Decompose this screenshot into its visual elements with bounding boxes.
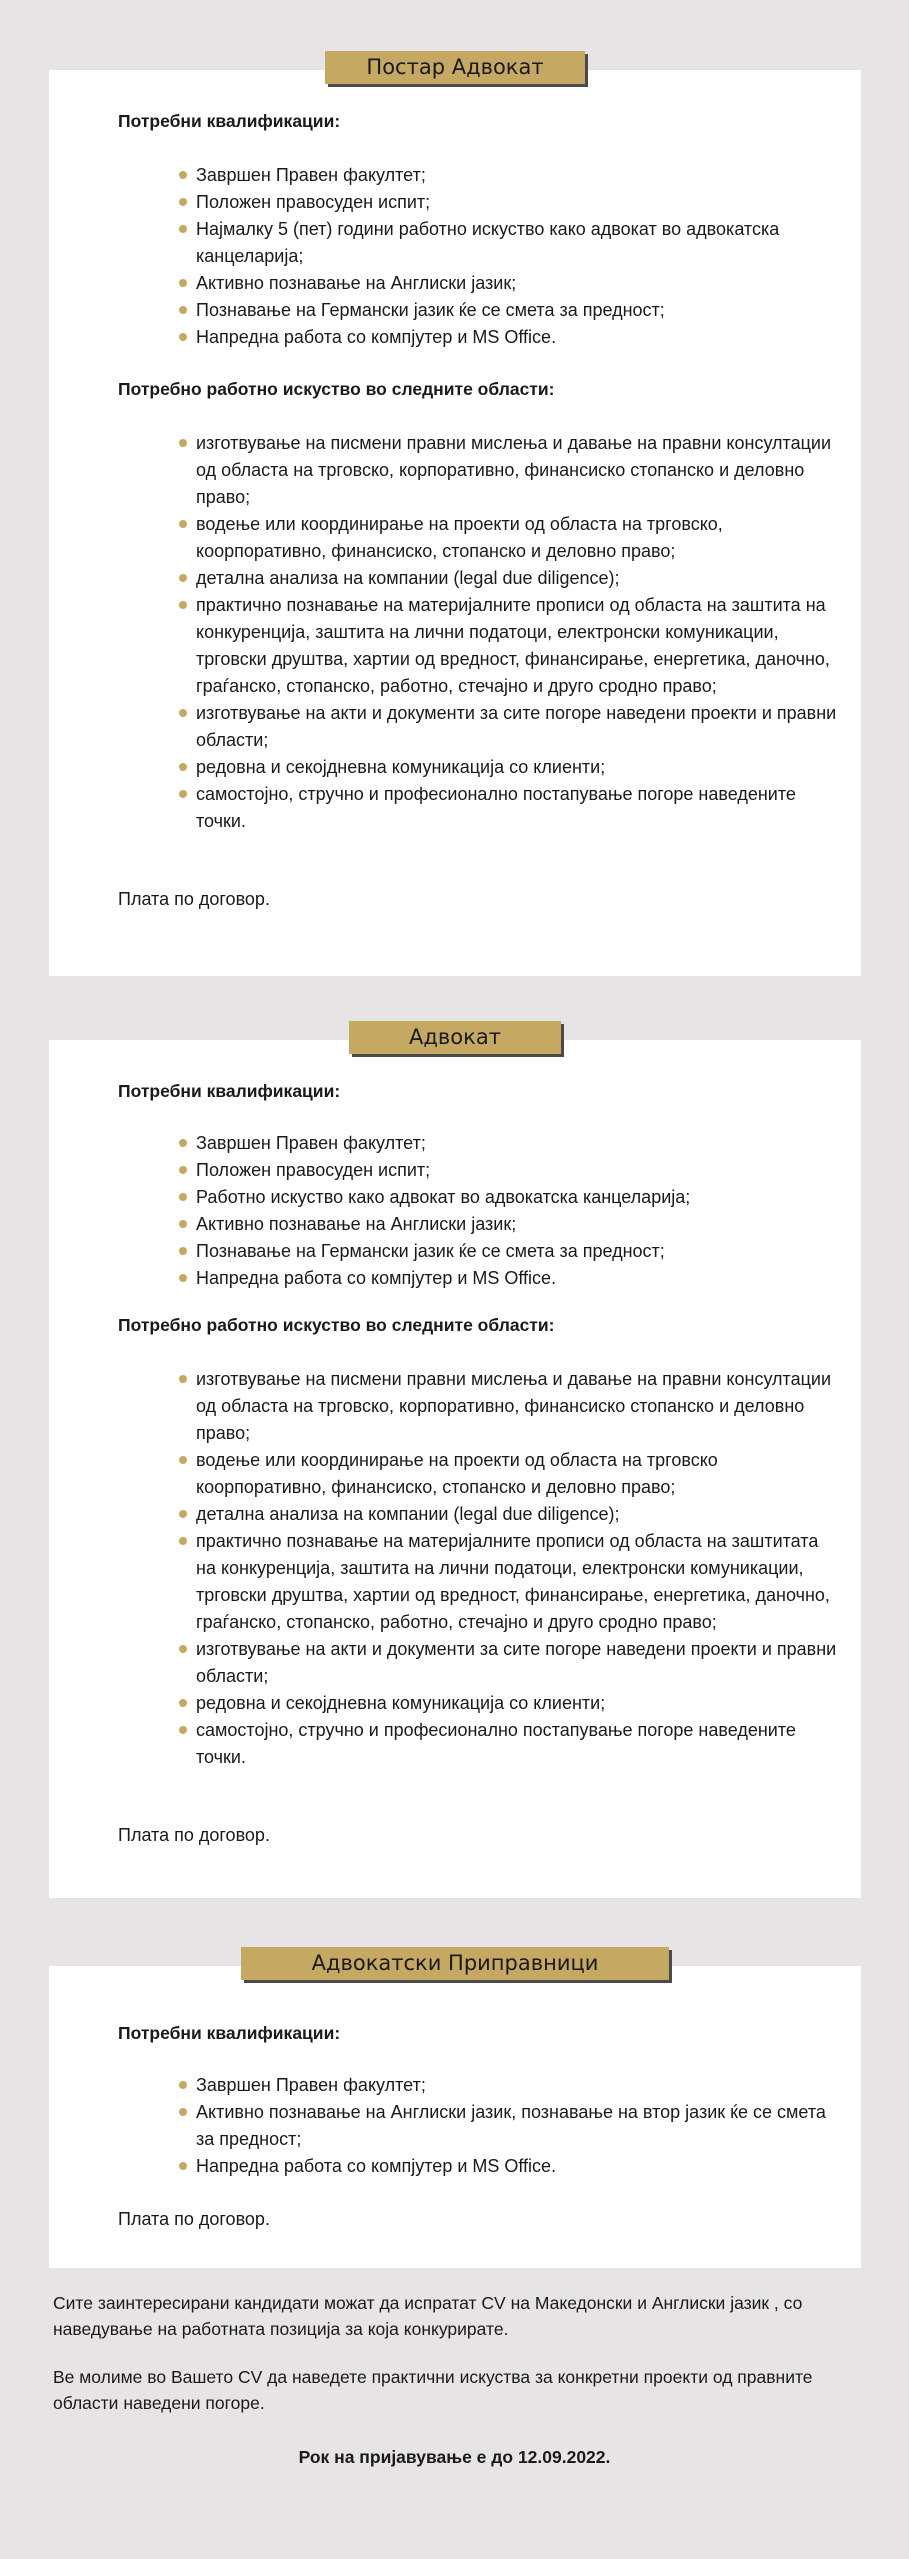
- list-item: Завршен Правен факултет;: [196, 1130, 839, 1157]
- list-item: Напредна работа со компјутер и MS Office.: [196, 2153, 839, 2180]
- salary-text: Плата по договор.: [118, 1825, 270, 1845]
- job-card-lawyer: [49, 1025, 861, 1898]
- list-item: Завршен Правен факултет;: [196, 2072, 839, 2099]
- qualifications-list: [118, 1130, 839, 1292]
- list-item: Напредна работа со компјутер и MS Office.: [196, 324, 839, 351]
- list-item: Активно познавање на Англиски јазик;: [196, 1211, 839, 1238]
- job-title-tab: Адвокатски Приправници: [241, 1947, 669, 1980]
- list-item: практично познавање на материјалните прописи од областа на заштита на конкуренција, заштита на лични податоци, електронски комуникации, трговски друштва, хартии од вредност, финансирање, енергетика, даночно, граѓанско, стопанско, работно, стечајно и друго сродно право;: [196, 592, 839, 700]
- qualifications-heading: Потребни квалификации:: [118, 111, 341, 131]
- application-instructions: Сите заинтересирани кандидати можат да испратат CV на Македонски и Англиски јазик , со наведување на работната позиција за која конкурирате.: [53, 2293, 803, 2339]
- list-item: Активно познавање на Англиски јазик, познавање на втор јазик ќе се смета за предност;: [196, 2099, 839, 2153]
- list-item: Најмалку 5 (пет) години работно искуство како адвокат во адвокатска канцеларија;: [196, 216, 839, 270]
- list-item: Завршен Правен факултет;: [196, 162, 839, 189]
- salary-text: Плата по договор.: [118, 889, 270, 909]
- list-item: Положен правосуден испит;: [196, 189, 839, 216]
- list-item: водење или координирање на проекти од областа на трговско коорпоративно, финансиско, стопанско и деловно право;: [196, 1447, 839, 1501]
- list-item: водење или координирање на проекти од областа на трговско, коорпоративно, финансиско, стопанско и деловно право;: [196, 511, 839, 565]
- list-item: детална анализа на компании (legal due diligence);: [196, 565, 839, 592]
- qualifications-list: [118, 2072, 839, 2180]
- cv-instructions: Ве молиме во Вашето CV да наведете практични искуства за конкретни проекти од правните области наведени погоре.: [53, 2367, 813, 2413]
- list-item: изготвување на писмени правни мислења и давање на правни консултации од областа на трговско, корпоративно, финансиско стопанско и деловно право;: [196, 1366, 839, 1447]
- list-item: изготвување на акти и документи за сите погоре наведени проекти и правни области;: [196, 700, 839, 754]
- qualifications-list: [118, 162, 839, 351]
- list-item: изготвување на писмени правни мислења и давање на правни консултации од областа на трговско, корпоративно, финансиско стопанско и деловно право;: [196, 430, 839, 511]
- experience-heading: Потребно работно искуство во следните области:: [118, 1315, 555, 1335]
- list-item: практично познавање на материјалните прописи од областа на заштитата на конкуренција, заштита на лични податоци, електронски комуникации, трговски друштва, хартии од вредност, финансирање, енергетика, даночно, граѓанско, стопанско, работно, стечајно и друго сродно право;: [196, 1528, 839, 1636]
- job-title-tab: Постар Адвокат: [325, 51, 585, 84]
- list-item: детална анализа на компании (legal due diligence);: [196, 1501, 839, 1528]
- list-item: Активно познавање на Англиски јазик;: [196, 270, 839, 297]
- list-item: самостојно, стручно и професионално постапување погоре наведените точки.: [196, 1717, 839, 1771]
- job-card-trainee-lawyers: [49, 1951, 861, 2268]
- list-item: редовна и секојдневна комуникација со клиенти;: [196, 754, 839, 781]
- experience-list: [118, 430, 839, 835]
- list-item: Познавање на Германски јазик ќе се смета за предност;: [196, 1238, 839, 1265]
- list-item: Познавање на Германски јазик ќе се смета за предност;: [196, 297, 839, 324]
- experience-heading: Потребно работно искуство во следните области:: [118, 379, 555, 399]
- list-item: изготвување на акти и документи за сите погоре наведени проекти и правни области;: [196, 1636, 839, 1690]
- qualifications-heading: Потребни квалификации:: [118, 2023, 341, 2043]
- list-item: Работно искуство како адвокат во адвокатска канцеларија;: [196, 1184, 839, 1211]
- job-card-senior-lawyer: [49, 55, 861, 976]
- list-item: Положен правосуден испит;: [196, 1157, 839, 1184]
- experience-list: [118, 1366, 839, 1771]
- list-item: редовна и секојдневна комуникација со клиенти;: [196, 1690, 839, 1717]
- list-item: самостојно, стручно и професионално постапување погоре наведените точки.: [196, 781, 839, 835]
- salary-text: Плата по договор.: [118, 2209, 270, 2229]
- list-item: Напредна работа со компјутер и MS Office.: [196, 1265, 839, 1292]
- job-title-tab: Адвокат: [349, 1021, 561, 1054]
- application-deadline: Рок на пријавување е до 12.09.2022.: [298, 2447, 611, 2467]
- qualifications-heading: Потребни квалификации:: [118, 1081, 341, 1101]
